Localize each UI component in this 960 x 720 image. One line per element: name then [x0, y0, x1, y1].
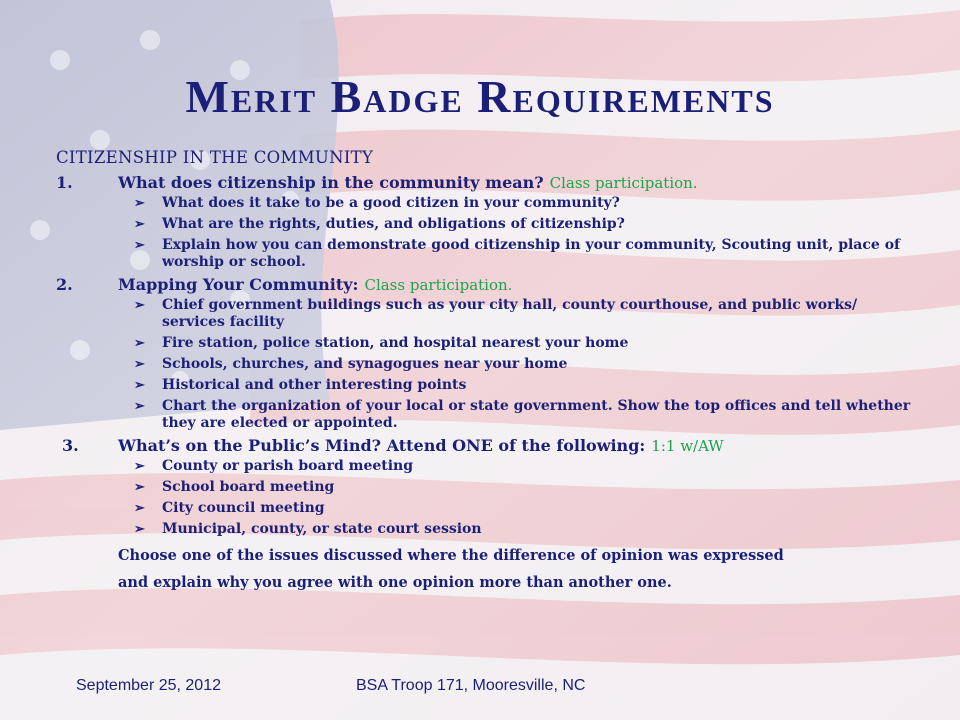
list-item: ➢ Fire station, police station, and hospital nearest your home: [134, 335, 629, 351]
requirement-text: What does citizenship in the community mean?: [118, 173, 544, 192]
arrow-bullet-icon: ➢: [134, 196, 145, 211]
requirement-3: [56, 436, 916, 455]
requirement-note: 1:1 w/AW: [651, 437, 724, 455]
arrow-bullet-icon: ➢: [134, 336, 145, 351]
footer-date: September 25, 2012: [76, 677, 221, 694]
slide-body: [56, 148, 916, 596]
list-item: ➢ Municipal, county, or state court session: [134, 521, 482, 537]
requirement-text: Mapping Your Community:: [118, 275, 359, 294]
arrow-bullet-icon: ➢: [134, 378, 145, 393]
requirement-text: What’s on the Public’s Mind? Attend ONE of the following:: [118, 436, 646, 455]
requirement-1-list: [56, 195, 916, 271]
requirement-number: 1.: [56, 173, 73, 192]
closing-line: Choose one of the issues discussed where the difference of opinion was expressed: [118, 547, 784, 564]
arrow-bullet-icon: ➢: [134, 298, 145, 313]
list-item: ➢ Chief government buildings such as your city hall, county courthouse, and public works/ services facility: [134, 297, 858, 330]
footer-organization: BSA Troop 171, Mooresville, NC: [356, 677, 586, 694]
requirement-note: Class participation.: [549, 174, 698, 192]
arrow-bullet-icon: ➢: [134, 357, 145, 372]
slide-title: Merit Badge Requirements: [185, 71, 775, 122]
arrow-bullet-icon: ➢: [134, 459, 145, 474]
requirement-1: [56, 173, 916, 192]
list-item: ➢ School board meeting: [134, 479, 335, 495]
list-item: ➢ What are the rights, duties, and obligations of citizenship?: [134, 216, 625, 232]
closing-line: and explain why you agree with one opinion more than another one.: [118, 574, 672, 591]
requirement-number: 2.: [56, 275, 73, 294]
requirement-3-list: [56, 458, 916, 538]
arrow-bullet-icon: ➢: [134, 399, 145, 414]
list-item: ➢ Schools, churches, and synagogues near your home: [134, 356, 568, 372]
list-item: ➢ Explain how you can demonstrate good citizenship in your community, Scouting unit, place of worship or school.: [134, 237, 901, 270]
list-item: ➢ What does it take to be a good citizen in your community?: [134, 195, 620, 211]
requirement-note: Class participation.: [364, 276, 513, 294]
arrow-bullet-icon: ➢: [134, 522, 145, 537]
arrow-bullet-icon: ➢: [134, 217, 145, 232]
list-item: ➢ Historical and other interesting points: [134, 377, 467, 393]
requirement-2-list: [56, 297, 916, 432]
requirement-2: [56, 275, 916, 294]
requirement-number: 3.: [62, 436, 79, 455]
list-item: ➢ Chart the organization of your local or state government. Show the top offices and tell whether they are elected or appointed.: [134, 398, 911, 431]
arrow-bullet-icon: ➢: [134, 238, 145, 253]
list-item: ➢ City council meeting: [134, 500, 325, 516]
arrow-bullet-icon: ➢: [134, 480, 145, 495]
list-item: ➢ County or parish board meeting: [134, 458, 414, 474]
closing-instructions: [56, 542, 916, 596]
section-heading: CITIZENSHIP IN THE COMMUNITY: [56, 148, 374, 167]
arrow-bullet-icon: ➢: [134, 501, 145, 516]
